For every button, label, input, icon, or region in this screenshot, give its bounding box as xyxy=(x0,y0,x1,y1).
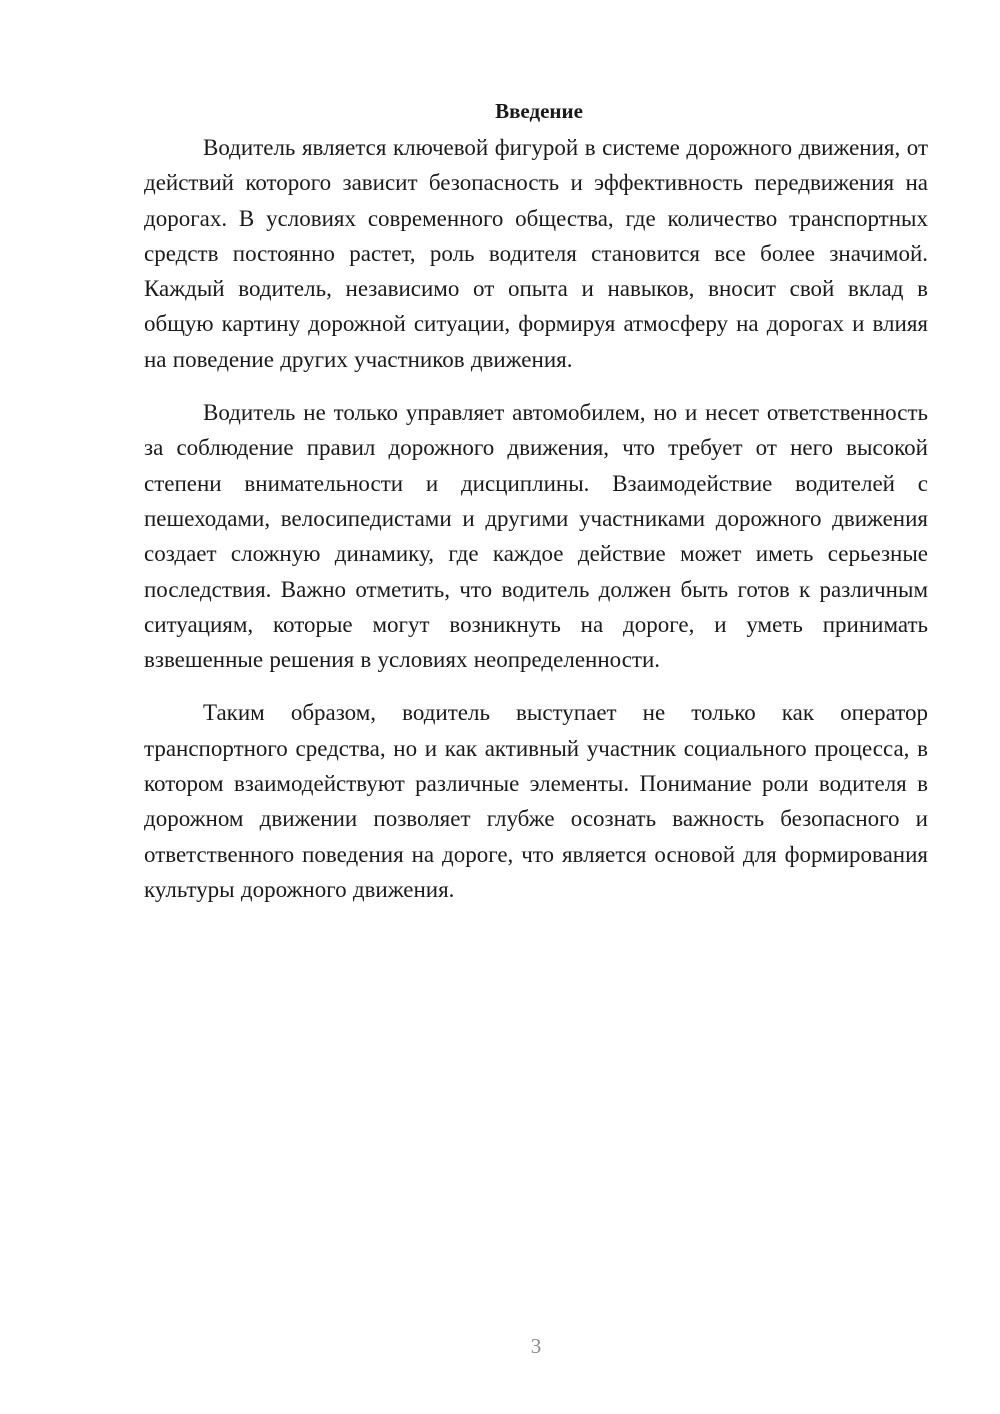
page-content xyxy=(144,96,928,925)
page-number: 3 xyxy=(530,1334,542,1358)
paragraph-2: Водитель не только управляет автомобилем, но и несет ответственность за соблюдение правил дорожного движения, что требует от него высокой степени внимательности и дисциплины. Взаимодействие водителей с пешеходами, велосипедистами и другими участниками дорожного движения создает сложную динамику, где каждое действие может иметь серьезные последствия. Важно отметить, что водитель должен быть готов к различным ситуациям, которые могут возникнуть на дороге, и уметь принимать взвешенные решения в условиях неопределенности. xyxy=(144,400,928,673)
section-heading: Введение xyxy=(495,99,583,123)
paragraph-3: Таким образом, водитель выступает не только как оператор транспортного средства, но и как активный участник социального процесса, в котором взаимодействуют различные элементы. Понимание роли водителя в дорожном движении позволяет глубже осознать важность безопасного и ответственного поведения на дороге, что является основой для формирования культуры дорожного движения. xyxy=(144,700,928,902)
paragraph-1: Водитель является ключевой фигурой в системе дорожного движения, от действий которого зависит безопасность и эффективность передвижения на дорогах. В условиях современного общества, где количество транспортных средств постоянно растет, роль водителя становится все более значимой. Каждый водитель, независимо от опыта и навыков, вносит свой вклад в общую картину дорожной ситуации, формируя атмосферу на дорогах и влияя на поведение других участников движения. xyxy=(144,135,928,372)
